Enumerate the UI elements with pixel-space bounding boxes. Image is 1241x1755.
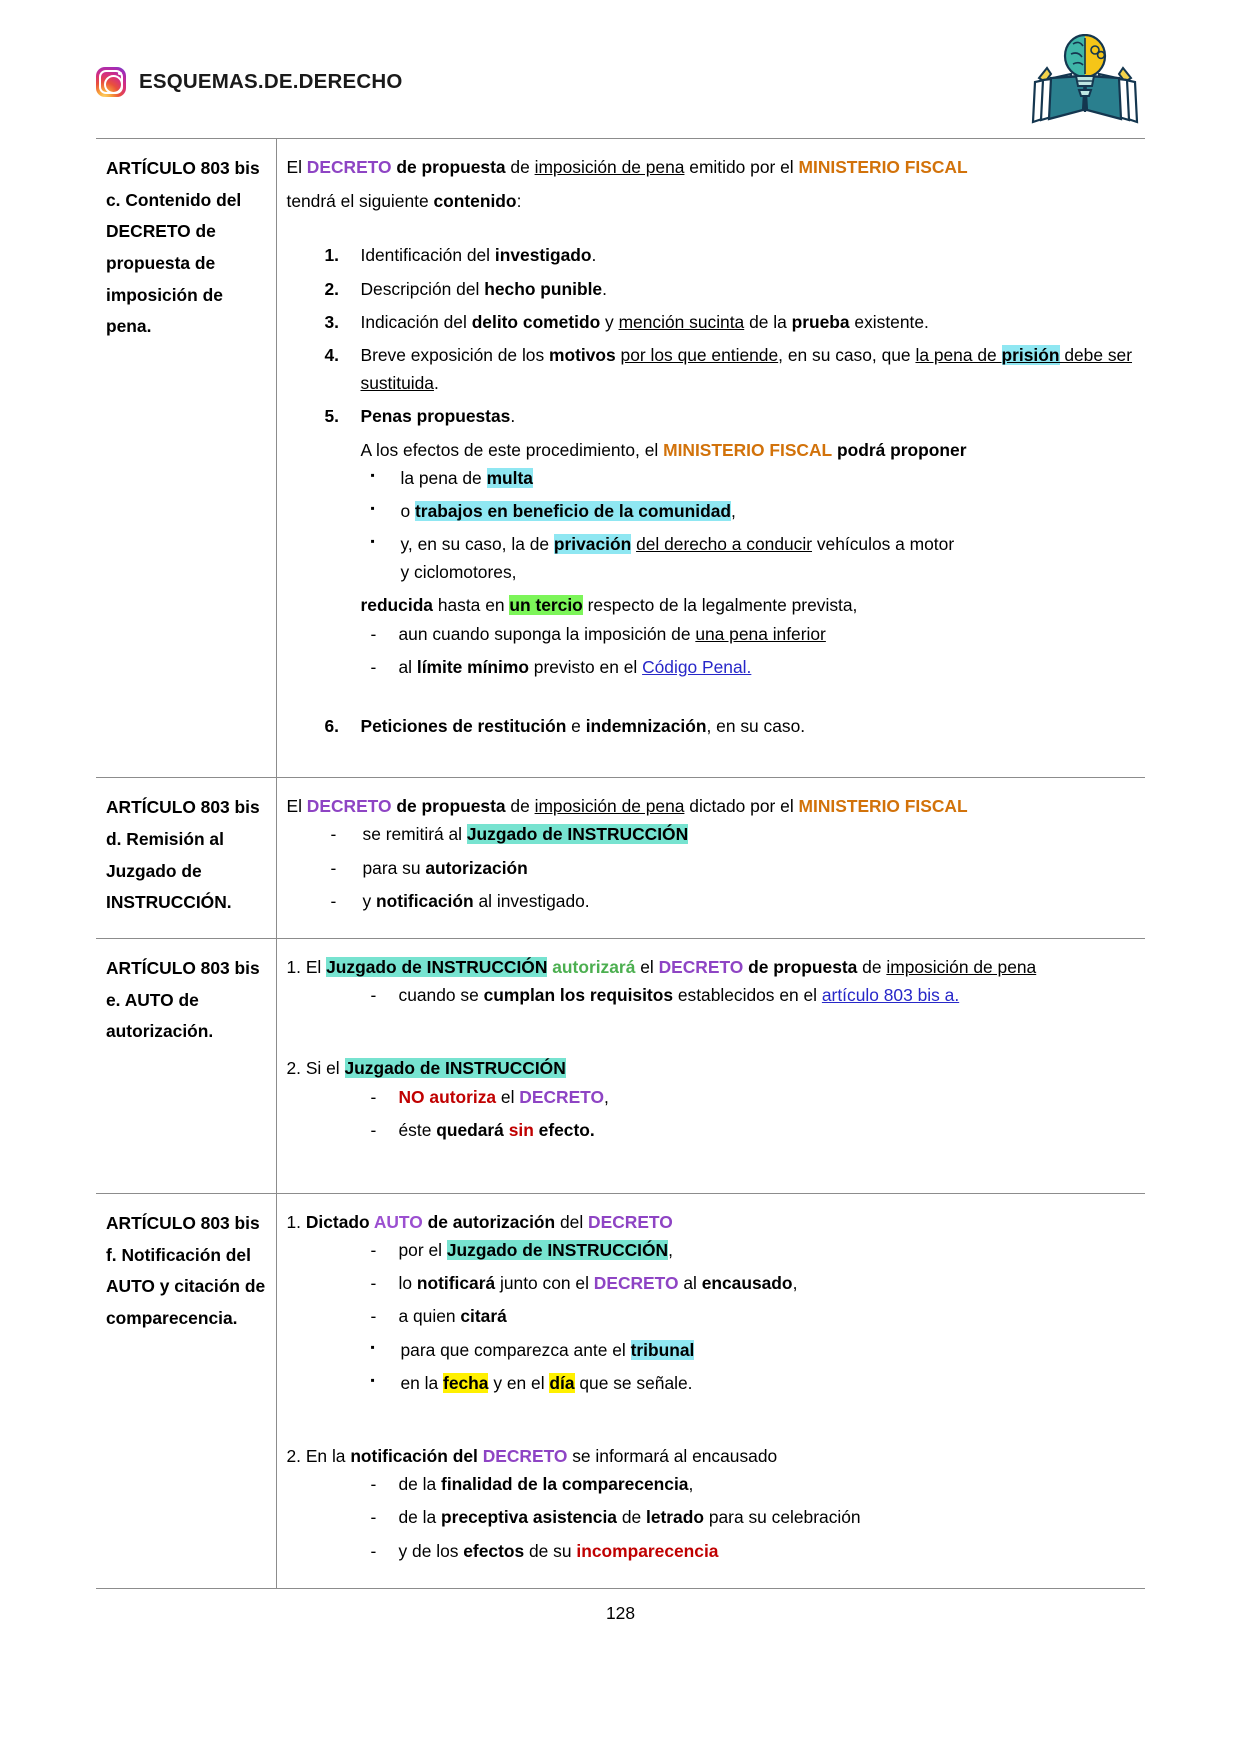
decreto-keyword: DECRETO — [658, 956, 744, 977]
no-autoriza-keyword: NO autoriza — [398, 1086, 497, 1107]
list-marker: 5. — [324, 406, 340, 427]
auto-keyword: AUTO — [373, 1211, 423, 1232]
text-underline: imposición de pena — [534, 157, 685, 177]
text: por el — [398, 1240, 447, 1261]
text: El — [286, 796, 307, 817]
text-bold: efectos — [463, 1540, 525, 1561]
text: existente. — [849, 311, 929, 332]
highlight-tribunal: tribunal — [630, 1339, 695, 1360]
list-item — [287, 1470, 1140, 1498]
text-bold: notificación del — [350, 1446, 483, 1466]
text-bold: encausado — [701, 1273, 793, 1294]
table-row — [96, 1193, 1145, 1588]
text-bold: cumplan los requisitos — [483, 985, 673, 1006]
square-bullet-icon: ▪ — [370, 534, 375, 549]
list-marker: 4. — [324, 344, 340, 365]
text: , — [688, 1474, 694, 1495]
list-item — [287, 854, 1140, 882]
text-bold: de autorización — [422, 1211, 556, 1232]
table-row — [96, 938, 1145, 1193]
list-item — [287, 1302, 1140, 1330]
instagram-handle: ESQUEMAS.DE.DERECHO — [139, 70, 403, 93]
table-row — [96, 139, 1145, 778]
text: , en su caso, que — [778, 344, 916, 365]
text-underline: imposición de pena — [534, 796, 685, 817]
list-item — [287, 1269, 1140, 1297]
page-header — [96, 34, 1145, 130]
text: e — [566, 716, 586, 736]
list-item — [287, 653, 1140, 681]
text: Indicación del — [360, 311, 472, 332]
text: y — [362, 890, 377, 911]
numbered-list-item6 — [287, 712, 1140, 740]
ministerio-fiscal-keyword: MINISTERIO FISCAL — [798, 796, 968, 817]
text-bold: motivos — [549, 344, 616, 365]
list-item — [287, 497, 1140, 525]
list-item — [287, 530, 1140, 586]
intro-paragraph-line2 — [287, 187, 1140, 215]
page-number: 128 — [605, 1602, 635, 1623]
dash-bullet-icon: - — [370, 623, 377, 644]
text: , — [604, 1086, 609, 1107]
decreto-keyword: DECRETO — [593, 1273, 679, 1294]
text-bold: contenido — [433, 191, 517, 212]
dash-bullet-icon: - — [370, 1273, 377, 1294]
dash-bullet-list — [287, 620, 1140, 681]
text-underline: imposición de pena — [886, 956, 1037, 977]
article-content-cell — [276, 778, 1145, 939]
list-item — [287, 402, 1140, 430]
text-bold: indemnización — [585, 716, 707, 736]
text-bold: autorización — [425, 857, 528, 878]
list-marker: 6. — [324, 716, 340, 736]
highlight-prision: prisión — [1001, 344, 1060, 365]
text: : — [516, 191, 522, 212]
decreto-keyword: DECRETO — [482, 1446, 568, 1466]
text-bold: investigado — [494, 245, 592, 266]
decreto-keyword: DECRETO — [519, 1086, 605, 1107]
text: el — [496, 1086, 520, 1107]
text: y — [600, 311, 619, 332]
text-underline: una pena inferior — [695, 623, 826, 644]
intro-paragraph — [287, 792, 1140, 820]
article-title-cell: ARTÍCULO 803 bis d. Remisión al Juzgado de INSTRUCCIÓN. — [96, 778, 276, 939]
list-marker: 1. — [324, 245, 340, 266]
list-item — [287, 241, 1140, 269]
text-underline: la pena de — [915, 344, 1002, 365]
list-item — [287, 820, 1140, 848]
text-underline: debe ser sustituida — [360, 344, 1133, 394]
highlight-multa: multa — [486, 467, 533, 488]
table-row — [96, 778, 1145, 939]
text-bold: de propuesta — [396, 796, 506, 817]
dash-bullet-icon: - — [330, 824, 337, 845]
text-bold: Peticiones de restitución — [360, 716, 567, 736]
list-item — [287, 1083, 1140, 1111]
list-item — [287, 981, 1140, 1009]
paragraph-1 — [287, 1208, 1140, 1236]
dash-bullet-list — [287, 981, 1140, 1009]
text: . — [510, 406, 516, 427]
list-item — [287, 464, 1140, 492]
list-item — [287, 887, 1140, 915]
text-bold: finalidad de la comparecencia — [441, 1474, 689, 1495]
dash-bullet-list — [287, 820, 1140, 915]
text-bold: delito cometido — [471, 311, 601, 332]
article-title-cell: ARTÍCULO 803 bis c. Contenido del DECRETO de propuesta de imposición de pena. — [96, 139, 276, 778]
square-bullet-icon: ▪ — [370, 1372, 375, 1387]
highlight-juzgado-instruccion: Juzgado de INSTRUCCIÓN — [466, 824, 689, 845]
text: . — [602, 278, 607, 299]
article-content-cell — [276, 1193, 1145, 1588]
highlight-trabajos: trabajos en beneficio de la comunidad — [415, 500, 732, 521]
article-content-cell — [276, 139, 1145, 778]
highlight-dia: día — [549, 1372, 575, 1393]
text: y de los — [398, 1540, 464, 1561]
text: El — [286, 157, 307, 177]
paragraph-2 — [287, 1442, 1140, 1470]
text: y ciclomotores, — [400, 562, 517, 583]
dash-bullet-list — [287, 1083, 1140, 1144]
text-bold: efecto. — [533, 1119, 595, 1140]
articulo-803-bis-a-link[interactable]: artículo 803 bis a. — [821, 985, 960, 1006]
text: de la — [744, 311, 792, 332]
text: se remitirá al — [362, 824, 467, 845]
dash-bullet-icon: - — [370, 1306, 377, 1327]
text: al investigado. — [473, 890, 590, 911]
dash-bullet-icon: - — [330, 890, 337, 911]
sin-keyword: sin — [503, 1119, 534, 1140]
list-item — [287, 341, 1140, 397]
text: en la — [400, 1372, 444, 1393]
text: de — [616, 1507, 646, 1528]
highlight-un-tercio: un tercio — [509, 595, 583, 616]
list-item — [287, 1116, 1140, 1144]
text: Descripción del — [360, 278, 485, 299]
article-content-cell — [276, 938, 1145, 1193]
text-underline: mención sucinta — [618, 311, 745, 332]
text: vehículos a motor — [812, 534, 955, 555]
text-bold: notificación — [376, 890, 474, 911]
text-bold: quedará — [436, 1119, 504, 1140]
highlight-privacion: privación — [553, 534, 632, 555]
text: , — [731, 500, 736, 521]
list-item — [287, 308, 1140, 336]
text-bold: límite mínimo — [416, 656, 529, 677]
text-bold: Penas propuestas — [360, 406, 511, 427]
autorizara-keyword: autorizará — [552, 956, 636, 977]
text: para su celebración — [703, 1507, 861, 1528]
text: 2. Si el — [286, 1058, 345, 1079]
text: junto con el — [495, 1273, 594, 1294]
dash-bullet-icon: - — [370, 1119, 377, 1140]
reducida-line — [287, 591, 1140, 619]
ministerio-fiscal-keyword: MINISTERIO FISCAL — [663, 439, 833, 460]
dash-bullet-icon: - — [370, 1540, 377, 1561]
dash-bullet-icon: - — [370, 1240, 377, 1261]
text-underline: por los que entiende — [620, 344, 779, 365]
list-marker: 2. — [324, 278, 340, 299]
text: o — [400, 500, 416, 521]
text: al — [398, 656, 417, 677]
text: tendrá el siguiente — [286, 191, 434, 212]
dash-bullet-icon: - — [370, 1507, 377, 1528]
list-marker: 3. — [324, 311, 340, 332]
text: Breve exposición de los — [360, 344, 550, 365]
item5-lead — [287, 436, 1140, 464]
text-bold: de propuesta — [396, 157, 506, 177]
text: de — [505, 796, 535, 817]
square-bullet-list — [287, 1336, 1140, 1397]
intro-paragraph — [287, 153, 1140, 181]
text: 1. — [286, 1211, 306, 1232]
codigo-penal-link[interactable]: Código Penal. — [642, 656, 752, 677]
text-bold: notificará — [416, 1273, 496, 1294]
decreto-keyword: DECRETO — [306, 796, 392, 817]
list-item — [287, 1336, 1140, 1364]
text-underline: del derecho a conducir — [636, 534, 813, 555]
square-bullet-icon: ▪ — [370, 1339, 375, 1354]
text: lo — [398, 1273, 417, 1294]
square-bullet-list — [287, 464, 1140, 587]
decreto-keyword: DECRETO — [306, 157, 392, 177]
text: previsto en el — [528, 656, 643, 677]
square-bullet-icon: ▪ — [370, 467, 375, 482]
dash-bullet-icon: - — [370, 985, 377, 1006]
text: . — [591, 245, 597, 266]
numbered-list — [287, 241, 1140, 430]
dash-bullet-list — [287, 1236, 1140, 1331]
list-item — [287, 275, 1140, 303]
text: cuando se — [398, 985, 484, 1006]
brand-block — [96, 67, 403, 97]
text: de — [505, 157, 535, 177]
incomparecencia-keyword: incomparecencia — [576, 1540, 719, 1561]
paragraph-1 — [287, 953, 1140, 981]
text: 2. En la — [286, 1446, 351, 1466]
ministerio-fiscal-keyword: MINISTERIO FISCAL — [798, 157, 968, 177]
text: y, en su caso, la de — [400, 534, 554, 555]
text: 1. El — [286, 956, 327, 977]
article-title-cell: ARTÍCULO 803 bis f. Notificación del AUTO y citación de comparecencia. — [96, 1193, 276, 1588]
text: para que comparezca ante el — [400, 1339, 631, 1360]
paragraph-2 — [287, 1054, 1140, 1082]
highlight-juzgado-instruccion: Juzgado de INSTRUCCIÓN — [344, 1058, 566, 1079]
text: se informará al encausado — [567, 1446, 778, 1466]
dash-bullet-icon: - — [370, 656, 377, 677]
text: respecto de la legalmente prevista, — [582, 595, 858, 616]
list-item — [287, 1236, 1140, 1264]
highlight-juzgado-instruccion: Juzgado de INSTRUCCIÓN — [446, 1240, 669, 1261]
text: aun cuando suponga la imposición de — [398, 623, 696, 644]
text: dictado por el — [684, 796, 799, 817]
text: emitido por el — [684, 157, 799, 177]
text: a quien — [398, 1306, 461, 1327]
text: , en su caso. — [706, 716, 806, 736]
text: A los efectos de este procedimiento, el — [360, 439, 664, 460]
article-title-cell: ARTÍCULO 803 bis e. AUTO de autorización. — [96, 938, 276, 1193]
text: de su — [524, 1540, 577, 1561]
articles-table — [96, 138, 1145, 1589]
text-bold: de propuesta — [748, 956, 858, 977]
text-bold: letrado — [646, 1507, 704, 1528]
decreto-keyword: DECRETO — [588, 1211, 673, 1232]
dash-bullet-icon: - — [370, 1086, 377, 1107]
text: , — [668, 1240, 673, 1261]
text: al — [678, 1273, 702, 1294]
text-bold: preceptiva asistencia — [441, 1507, 617, 1528]
list-item — [287, 620, 1140, 648]
list-item — [287, 712, 1140, 740]
list-item — [287, 1369, 1140, 1397]
text: . — [433, 373, 439, 394]
text: de — [857, 956, 887, 977]
text: de la — [398, 1507, 442, 1528]
text: la pena de — [400, 467, 487, 488]
text-bold: reducida — [360, 595, 433, 616]
list-item — [287, 1503, 1140, 1531]
text: para su — [362, 857, 426, 878]
list-item — [287, 1537, 1140, 1565]
text: , — [792, 1273, 798, 1294]
highlight-juzgado-instruccion: Juzgado de INSTRUCCIÓN — [326, 956, 548, 977]
instagram-icon — [96, 67, 126, 97]
highlight-fecha: fecha — [443, 1372, 489, 1393]
text-bold: prueba — [791, 311, 850, 332]
text-bold: Dictado — [305, 1211, 374, 1232]
dash-bullet-icon: - — [330, 857, 337, 878]
text: y en el — [488, 1372, 550, 1393]
text: del — [555, 1211, 589, 1232]
book-lightbulb-logo-icon — [1025, 34, 1145, 130]
text-bold: citará — [460, 1306, 507, 1327]
dash-bullet-list — [287, 1470, 1140, 1565]
text: Identificación del — [360, 245, 495, 266]
text: establecidos en el — [673, 985, 822, 1006]
text-bold: podrá proponer — [837, 439, 967, 460]
text: éste — [398, 1119, 437, 1140]
dash-bullet-icon: - — [370, 1474, 377, 1495]
text-bold: hecho punible — [484, 278, 603, 299]
text: de la — [398, 1474, 442, 1495]
text: hasta en — [432, 595, 510, 616]
text: que se señale. — [574, 1372, 693, 1393]
text: el — [635, 956, 659, 977]
square-bullet-icon: ▪ — [370, 500, 375, 515]
